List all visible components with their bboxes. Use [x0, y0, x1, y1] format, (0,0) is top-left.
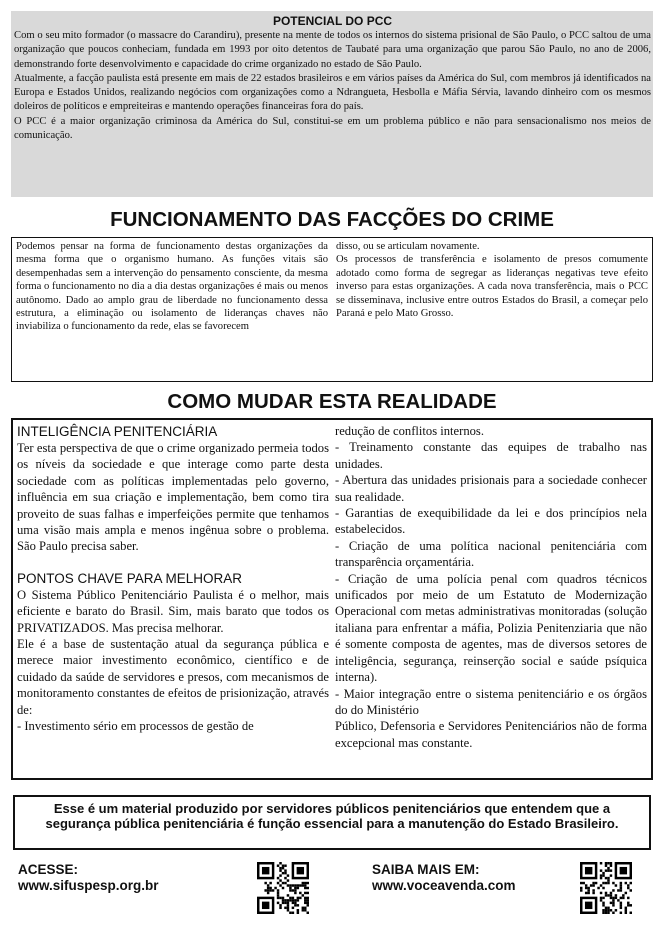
contact-right-url[interactable]: www.voceavenda.com	[372, 878, 516, 893]
mudar-list-item: - Maior integração entre o sistema penitenciário e os órgãos do do Ministério	[335, 686, 647, 717]
funcionamento-title: FUNCIONAMENTO DAS FACÇÕES DO CRIME	[110, 208, 554, 231]
contact-right-label: SAIBA MAIS EM:	[372, 862, 480, 877]
mudar-left-column	[17, 423, 329, 778]
mudar-right-column	[335, 423, 647, 778]
pcc-section	[11, 11, 653, 197]
mudar-list-item: Público, Defensoria e Servidores Penitenciários não de forma excepcional mas constante.	[335, 719, 647, 750]
mudar-list-item: - Criação de uma polícia penal com quadros técnicos unificados por meio de um Estatuto de Modernização Operacional com metas administrativas monitoradas (solução italiana para enfrentar a máfia, Polizia Penitenziaria que não é somente composta de agentes, mas de diversos setores de inteligência, segurança, reinserção social e saúde psíquica interna).	[335, 571, 647, 685]
qr-code-icon[interactable]	[257, 862, 309, 914]
pontos-paragraph: - Investimento sério em processos de gestão de	[17, 719, 254, 734]
mudar-list-item: - Treinamento constante das equipes de trabalho nas unidades.	[335, 440, 647, 471]
funcionamento-paragraph: Os processos de transferência e isolamento de presos comumente adotado como forma de segregar as lideranças negativas teve efeito inverso para estas organizações. A cada nova transferência, mais o PCC se disseminava, inclusive entre outros Estados do Brasil, a começar pelo Paraná e pelo Mato Grosso.	[336, 254, 648, 320]
funcionamento-right-column	[336, 240, 648, 381]
footer-statement: Esse é um material produzido por servidores públicos penitenciários que entendem que a segurança pública penitenciária é função essencial para a manutenção do Estado Brasileiro.	[13, 795, 651, 850]
mudar-list-item: redução de conflitos internos.	[335, 424, 484, 438]
mudar-title: COMO MUDAR ESTA REALIDADE	[167, 390, 497, 413]
mudar-box	[11, 418, 653, 780]
funcionamento-paragraph: disso, ou se articulam novamente.	[336, 241, 480, 252]
mudar-list-item: - Criação de uma política nacional penitenciária com transparência orçamentária.	[335, 538, 647, 570]
contact-left-label: ACESSE:	[18, 862, 79, 877]
funcionamento-box	[11, 237, 653, 382]
funcionamento-paragraph: Podemos pensar na forma de funcionamento destas organizações da mesma forma que o organismo humano. As funções vitais são desempenhadas sem a intervenção do pensamento consciente, da mesma forma o funcionamento no dia a dia destas organizações é mais ou menos autônomo. Dado ao amplo grau de liberdade no funcionamento dessa estrutura, a eliminação ou isolamento de lideranças chaves não inviabiliza o funcionamento da rede, elas se favorecem	[16, 241, 328, 333]
mudar-list-item: - Abertura das unidades prisionais para a sociedade conhecer sua realidade.	[335, 473, 647, 504]
contact-right	[372, 862, 516, 894]
contact-left-url[interactable]: www.sifuspesp.org.br	[18, 878, 159, 893]
qr-code-icon[interactable]	[580, 862, 632, 914]
contact-left	[18, 862, 159, 894]
pcc-title: POTENCIAL DO PCC	[272, 14, 393, 28]
pontos-heading: PONTOS CHAVE PARA MELHORAR	[17, 570, 243, 586]
pcc-paragraph: Atualmente, a facção paulista está presente em mais de 22 estados brasileiros e em vários países da América do Sul, com membros já identificados na Europa e Estados Unidos, realizando negócios com organizações como a Ndrangueta, Hesbolla e Máfia Sérvia, lavando dinheiro com os mesmos doleiros de políticos e empreiteiras e mantendo operações financeiras fora do país.	[14, 72, 651, 113]
mudar-list-item: - Garantias de exequibilidade da lei e dos princípios nela estabelecidos.	[335, 506, 647, 537]
inteligencia-heading: INTELIGÊNCIA PENITENCIÁRIA	[17, 424, 218, 439]
pontos-paragraph: Ele é a base de sustentação atual da segurança pública e merece maior investimento econômico, científico e de cuidado da saúde de servidores e presos, com mecanismos de monitoramento constantes de efeitos de prisionização, através de:	[17, 637, 329, 717]
pontos-paragraph: O Sistema Público Penitenciário Paulista é o melhor, mais eficiente e barato do Brasil. Sim, mais barato que todos os PRIVATIZADOS. Mas precisa melhorar.	[17, 587, 329, 635]
inteligencia-text: Ter esta perspectiva de que o crime organizado permeia todos os níveis da sociedade e que interage como parte desta sociedade com as políticas implementadas pelo governo, influência em sua criação e implementação, bem como tira proveito de suas falhas e imperfeições permite que tenhamos uma visão mais ampla e menos ingênua sobre o problema. São Paulo precisa saber.	[17, 441, 329, 554]
funcionamento-left-column	[16, 240, 328, 381]
pcc-paragraph: O PCC é a maior organização criminosa da América do Sul, constitui-se em um problema público e não para sensacionalismo nos meios de comunicação.	[14, 115, 651, 142]
pcc-paragraph: Com o seu mito formador (o massacre do Carandiru), presente na mente de todos os internos do sistema prisional de São Paulo, o PCC saltou de uma organização que poucos conheciam, fundada em 1993 por oito detentos de Taubaté para uma organização que parou São Paulo, no ano de 2006, demonstrando forte desenvolvimento e capacidade do crime organizado no estado de São Paulo.	[14, 30, 651, 70]
